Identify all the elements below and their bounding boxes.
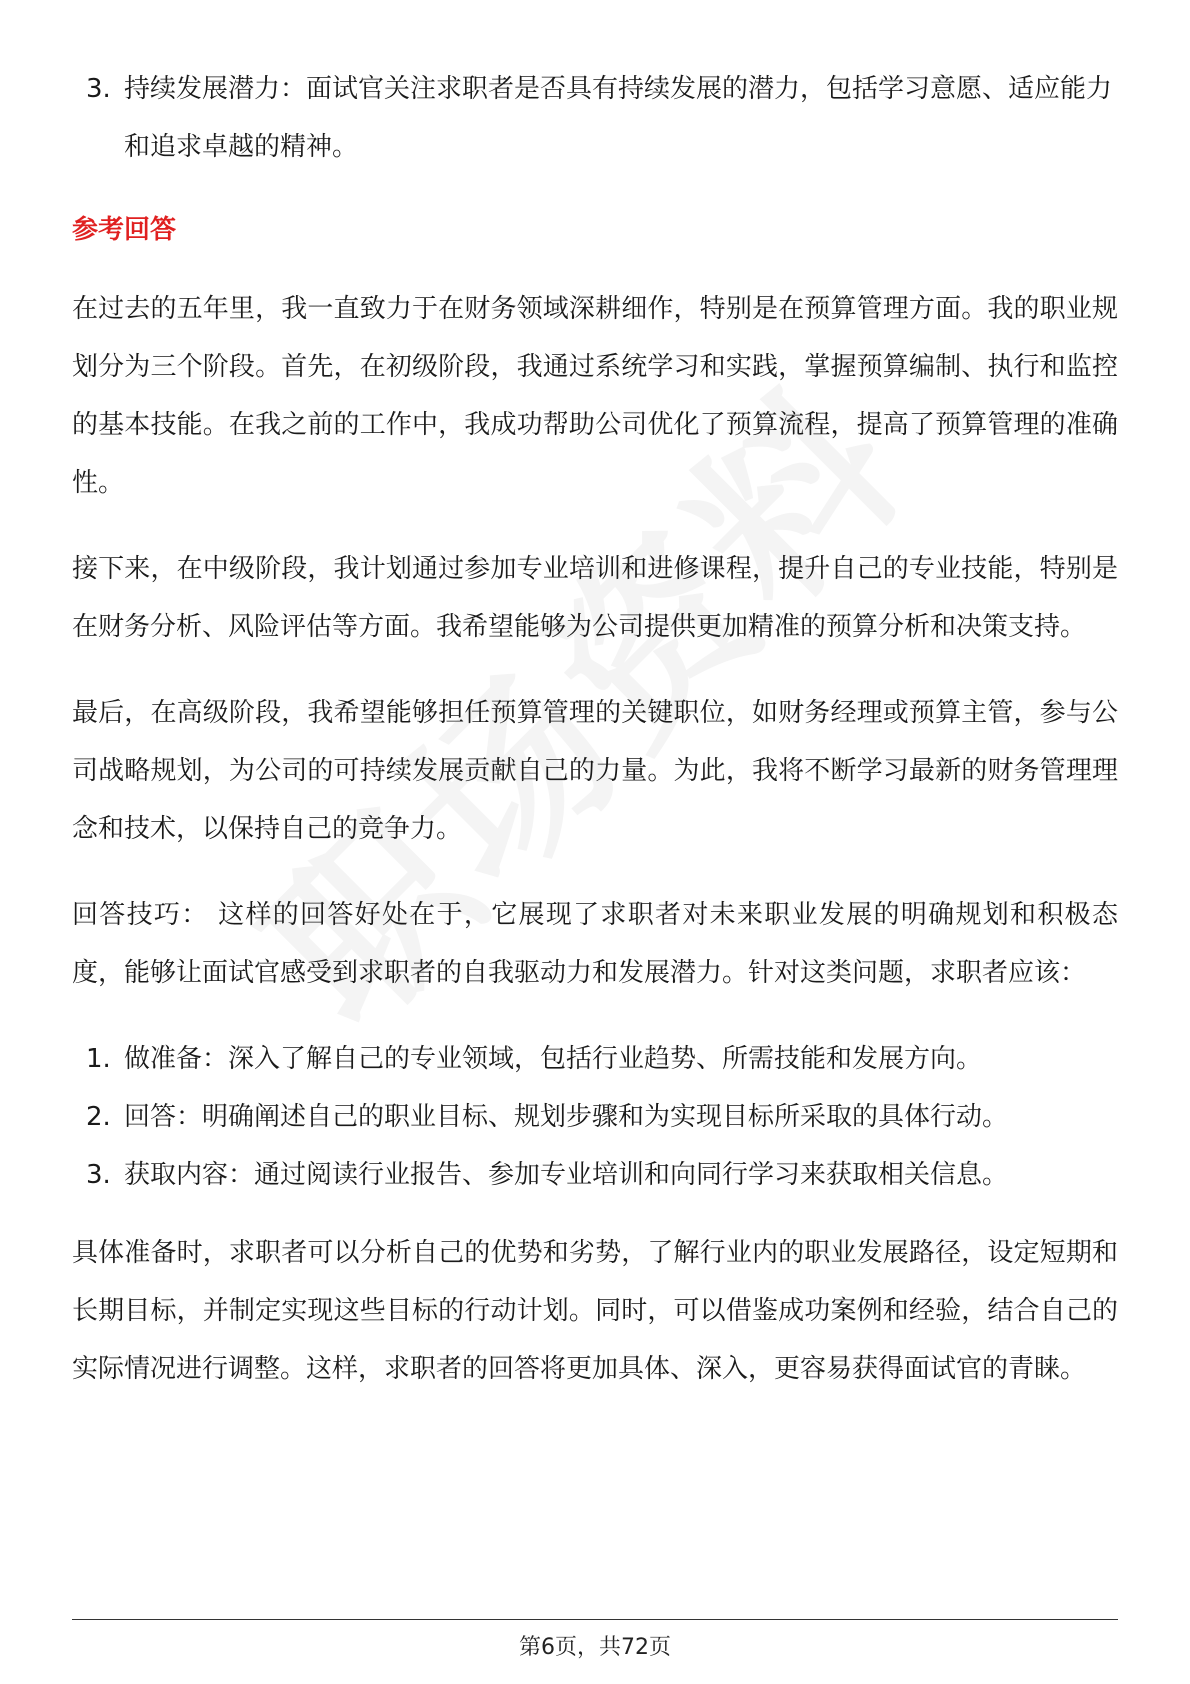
tips-paragraph: 回答技巧： 这样的回答好处在于，它展现了求职者对未来职业发展的明确规划和积极态度，能够让面试官感受到求职者的自我驱动力和发展潜力。针对这类问题，求职者应该：: [72, 900, 1118, 988]
document-body: [72, 60, 1118, 1426]
page-footer: 第6页，共72页: [519, 1635, 671, 1660]
closing-paragraph: 具体准备时，求职者可以分析自己的优势和劣势，了解行业内的职业发展路径，设定短期和长期目标，并制定实现这些目标的行动计划。同时，可以借鉴成功案例和经验，结合自己的实际情况进行调整。这样，求职者的回答将更加具体、深入，更容易获得面试官的青睐。: [72, 1238, 1118, 1384]
answer-paragraph-1: 在过去的五年里，我一直致力于在财务领域深耕细作，特别是在预算管理方面。我的职业规划分为三个阶段。首先，在初级阶段，我通过系统学习和实践，掌握预算编制、执行和监控的基本技能。在我之前的工作中，我成功帮助公司优化了预算流程，提高了预算管理的准确性。: [72, 294, 1118, 498]
intro-list: [72, 60, 1118, 176]
answer-paragraph-3: 最后，在高级阶段，我希望能够担任预算管理的关键职位，如财务经理或预算主管，参与公司战略规划，为公司的可持续发展贡献自己的力量。为此，我将不断学习最新的财务管理理念和技术，以保持自己的竞争力。: [72, 698, 1118, 844]
list-item: [72, 60, 1118, 176]
list-number: 3.: [86, 74, 111, 104]
footer-divider: [72, 1619, 1118, 1620]
list-item: [72, 1088, 1118, 1146]
list-number: 1.: [86, 1044, 111, 1074]
tips-list: [72, 1030, 1118, 1204]
list-text: 获取内容：通过阅读行业报告、参加专业培训和向同行学习来获取相关信息。: [124, 1160, 1009, 1190]
list-number: 3.: [86, 1160, 111, 1190]
list-number: 2.: [86, 1102, 111, 1132]
section-title: 参考回答: [72, 215, 177, 245]
list-text: 持续发展潜力：面试官关注求职者是否具有持续发展的潜力，包括学习意愿、适应能力和追求卓越的精神。: [124, 74, 1113, 162]
list-item: [72, 1030, 1118, 1088]
list-item: [72, 1146, 1118, 1204]
list-text: 回答：明确阐述自己的职业目标、规划步骤和为实现目标所采取的具体行动。: [124, 1102, 1009, 1132]
answer-paragraph-2: 接下来，在中级阶段，我计划通过参加专业培训和进修课程，提升自己的专业技能，特别是在财务分析、风险评估等方面。我希望能够为公司提供更加精准的预算分析和决策支持。: [72, 554, 1118, 642]
list-text: 做准备：深入了解自己的专业领域，包括行业趋势、所需技能和发展方向。: [124, 1044, 983, 1074]
